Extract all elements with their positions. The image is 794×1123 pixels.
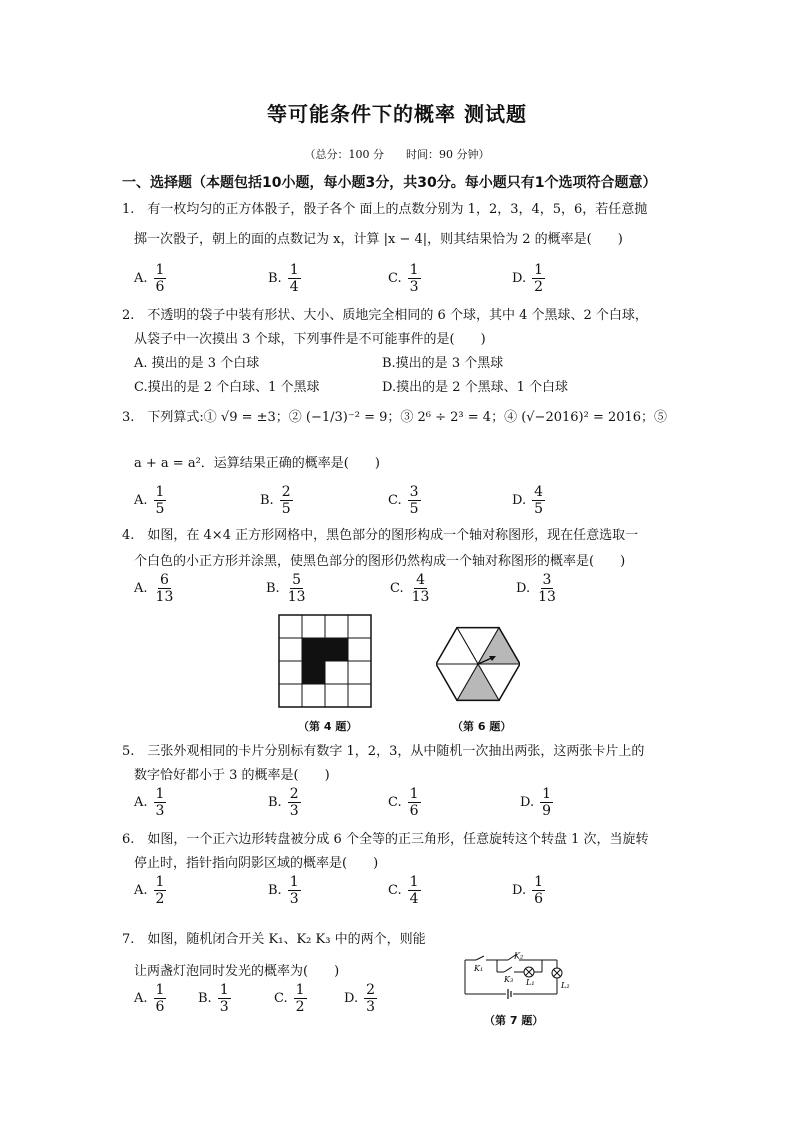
- label-l1: L₁: [526, 978, 535, 987]
- q3-option-d[interactable]: D. $\frac{4}{5}$: [512, 484, 544, 517]
- q3-option-c[interactable]: C. $\frac{3}{5}$: [388, 484, 419, 517]
- q4-option-b[interactable]: B. $\frac{5}{13}$: [266, 572, 306, 605]
- q1-option-c[interactable]: C. $\frac{1}{3}$: [388, 262, 419, 295]
- figure-7-caption: （第 7 题）: [484, 1014, 544, 1027]
- figure-4-caption: （第 4 题）: [298, 720, 358, 733]
- q6-stem-line1: 6. 如图，一个正六边形转盘被分成 6 个全等的正三角形，任意旋转这个转盘 1 次，当旋转: [122, 832, 649, 847]
- label-k1: K₁: [474, 964, 484, 973]
- q5-option-d[interactable]: D. $\frac{1}{9}$: [520, 786, 552, 819]
- figure-7-circuit: [462, 950, 572, 1000]
- q5-stem-line1: 5. 三张外观相同的卡片分别标有数字 1，2，3，从中随机一次抽出两张，这两张卡片上的: [122, 744, 645, 759]
- q1-option-a[interactable]: A. $\frac{1}{6}$: [134, 262, 165, 295]
- q4-option-a[interactable]: A. $\frac{6}{13}$: [134, 572, 174, 605]
- q7-option-d[interactable]: D. $\frac{2}{3}$: [344, 982, 376, 1015]
- q1-stem-line1: 1. 有一枚均匀的正方体骰子，骰子各个 面上的点数分别为 1，2，3，4，5，6，若任意抛: [122, 202, 648, 217]
- q7-option-a[interactable]: A. $\frac{1}{6}$: [134, 982, 165, 1015]
- q3-stem-line2: a + a = a²．运算结果正确的概率是( ): [134, 456, 380, 471]
- q4-option-c[interactable]: C. $\frac{4}{13}$: [390, 572, 430, 605]
- q5-option-a[interactable]: A. $\frac{1}{3}$: [134, 786, 165, 819]
- switch-k1-icon: [476, 956, 484, 960]
- q2-stem-line1: 2. 不透明的袋子中装有形状、大小、质地完全相同的 6 个球，其中 4 个黑球、2 个白球，: [122, 308, 648, 323]
- q1-option-b[interactable]: B. $\frac{1}{4}$: [268, 262, 299, 295]
- q6-option-a[interactable]: A. $\frac{1}{2}$: [134, 874, 165, 907]
- q4-stem-line2: 个白色的小正方形并涂黑，使黑色部分的图形仍然构成一个轴对称图形的概率是( ): [134, 554, 626, 569]
- q5-stem-line2: 数字恰好都小于 3 的概率是( ): [134, 768, 330, 783]
- exam-info: （总分：100 分 时间：90 分钟）: [304, 148, 490, 161]
- q6-option-c[interactable]: C. $\frac{1}{4}$: [388, 874, 419, 907]
- q4-stem-line1: 4. 如图，在 4×4 正方形网格中，黑色部分的图形构成一个轴对称图形，现在任意选取一: [122, 528, 639, 543]
- section-heading: 一、选择题（本题包括10小题，每小题3分，共30分。每小题只有1个选项符合题意）: [122, 175, 657, 191]
- page-title: 等可能条件下的概率 测试题: [267, 102, 527, 126]
- grid-black-cell: [302, 661, 325, 684]
- q5-option-c[interactable]: C. $\frac{1}{6}$: [388, 786, 419, 819]
- q3-option-a[interactable]: A. $\frac{1}{5}$: [134, 484, 165, 517]
- q2-option-b[interactable]: B.摸出的是 3 个黑球: [382, 356, 504, 371]
- figure-6-hexagon-spinner: [436, 622, 520, 706]
- q7-stem-line1: 7. 如图，随机闭合开关 K₁、K₂ K₃ 中的两个，则能: [122, 932, 426, 947]
- q2-option-a[interactable]: A. 摸出的是 3 个白球: [134, 356, 260, 371]
- q3-option-b[interactable]: B. $\frac{2}{5}$: [260, 484, 291, 517]
- q6-option-b[interactable]: B. $\frac{1}{3}$: [268, 874, 299, 907]
- q5-option-b[interactable]: B. $\frac{2}{3}$: [268, 786, 299, 819]
- q2-option-c[interactable]: C.摸出的是 2 个白球、1 个黑球: [134, 380, 320, 395]
- label-k2: K₂: [514, 951, 524, 961]
- q2-option-d[interactable]: D.摸出的是 2 个黑球、1 个白球: [382, 380, 569, 395]
- figure-6-caption: （第 6 题）: [452, 720, 512, 733]
- q1-stem-line2: 掷一次骰子，朝上的面的点数记为 x，计算 |x − 4|，则其结果恰为 2 的概率是( ): [134, 232, 623, 247]
- q7-option-c[interactable]: C. $\frac{1}{2}$: [274, 982, 305, 1015]
- q4-option-d[interactable]: D. $\frac{3}{13}$: [516, 572, 556, 605]
- switch-k3-icon: [504, 967, 512, 972]
- q6-stem-line2: 停止时，指针指向阴影区域的概率是( ): [134, 856, 379, 871]
- q2-stem-line2: 从袋子中一次摸出 3 个球，下列事件是不可能事件的是( ): [134, 332, 486, 347]
- figure-4-grid: [278, 614, 372, 708]
- label-k3: K₃: [504, 975, 514, 984]
- q7-stem-line2: 让两盏灯泡同时发光的概率为( ): [134, 964, 340, 979]
- q6-option-d[interactable]: D. $\frac{1}{6}$: [512, 874, 544, 907]
- label-l2: L₂: [561, 981, 570, 990]
- q3-stem-line1: 3. 下列算式:① √9 = ±3；② (−1/3)⁻² = 9；③ 2⁶ ÷ 2³ = 4；④ (√−2016)² = 2016；⑤: [122, 410, 668, 425]
- q1-option-d[interactable]: D. $\frac{1}{2}$: [512, 262, 544, 295]
- q7-option-b[interactable]: B. $\frac{1}{3}$: [198, 982, 229, 1015]
